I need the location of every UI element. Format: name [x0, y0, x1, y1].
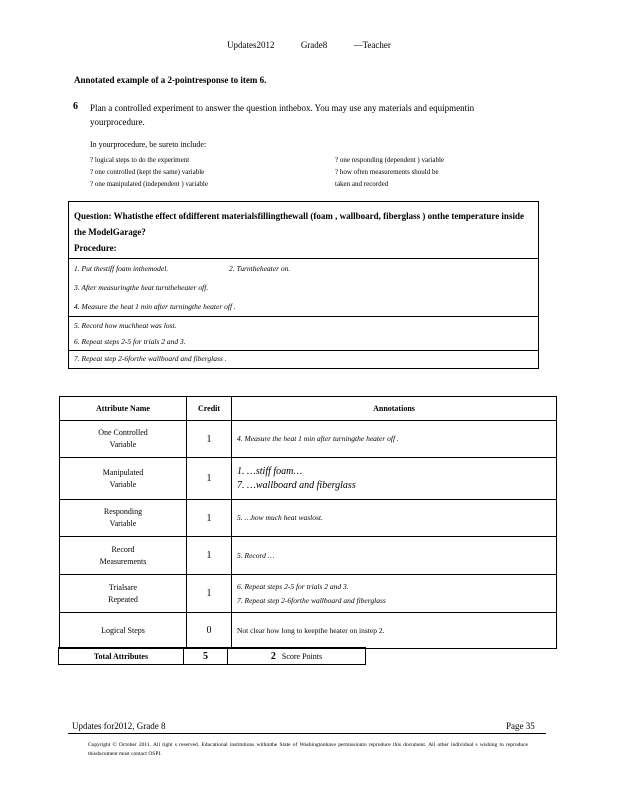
- credit-value: 1: [187, 537, 232, 575]
- procedure-step: 4. Measure the heat 1 min after turningthe heater off .: [74, 302, 236, 311]
- credit-value: 1: [187, 421, 232, 458]
- credit-value: 1: [187, 500, 232, 537]
- procedure-label: Procedure:: [74, 243, 117, 253]
- requirement-item: ? how often measurements should be: [335, 168, 439, 176]
- annotation-cell: 5. Record …: [232, 537, 557, 575]
- procedure-block-3: [69, 350, 538, 369]
- procedure-block-1: [69, 258, 538, 317]
- plan-instructions: Plan a controlled experiment to answer the question inthebox. You may use any materials and equipmentin yourprocedure.: [90, 103, 475, 127]
- table-header-row: [60, 397, 557, 421]
- question-number: 6: [73, 101, 78, 112]
- annotated-example-title: Annotated example of a 2-pointresponse to item 6.: [74, 75, 267, 85]
- annotation-cell: 4. Measure the heat 1 min after turningthe heater off .: [232, 421, 557, 458]
- score-points: [227, 647, 366, 665]
- attribute-name: Responding Variable: [60, 500, 187, 537]
- header-grade: Grade8: [300, 40, 328, 50]
- total-attributes-label: Total Attributes: [58, 647, 184, 665]
- header-role: —Teacher: [353, 40, 391, 50]
- column-header-attribute: Attribute Name: [60, 397, 187, 421]
- table-row: [60, 537, 557, 575]
- table-row: [60, 458, 557, 500]
- student-response-box: [68, 201, 539, 369]
- attribute-name: Record Measurements: [60, 537, 187, 575]
- procedure-step: 6. Repeat steps 2-5 for trials 2 and 3.: [74, 337, 186, 346]
- total-attributes-value: 5: [183, 647, 228, 665]
- requirements-left: [90, 154, 208, 190]
- requirement-item: taken and recorded: [335, 180, 389, 188]
- page-number: Page 35: [506, 721, 535, 731]
- footer-divider: [68, 733, 546, 734]
- annotation-cell: 5. …how much heat waslost.: [232, 500, 557, 537]
- requirements-right: [335, 154, 444, 190]
- table-row: [60, 421, 557, 458]
- procedure-step: 7. Repeat step 2-6forthe wallboard and fiberglass .: [74, 354, 227, 363]
- column-header-annotations: Annotations: [232, 397, 557, 421]
- annotation-cell: 1. …stiff foam… 7. …wallboard and fiberglass: [232, 458, 557, 500]
- procedure-step: 2. Turntheheater on.: [229, 264, 291, 273]
- requirement-item: ? one responding (dependent ) variable: [335, 156, 445, 164]
- procedure-step: 5. Record how muchheat was lost.: [74, 321, 177, 330]
- table-row: [60, 575, 557, 613]
- column-header-credit: Credit: [187, 397, 232, 421]
- requirement-item: ? one manipulated (independent ) variable: [90, 180, 208, 188]
- page-header: [0, 40, 618, 50]
- requirement-item: ? one controlled (kept the same) variable: [90, 168, 205, 176]
- procedure-step: 3. After measuringthe heat turntheheater off.: [74, 283, 209, 292]
- annotation-cell: Not clear how long to keepthe heater on instep 2.: [232, 613, 557, 649]
- question-text: Question: Whatisthe effect ofdifferent materialsfillingthewall (foam , wallboard, fiberglass ) onthe temperature inside the ModelGarage? Procedure:: [74, 211, 524, 253]
- attribute-name: One Controlled Variable: [60, 421, 187, 458]
- procedure-block-2: [69, 316, 538, 351]
- attribute-name: Logical Steps: [60, 613, 187, 649]
- requirement-item: ? logical steps to do the experiment: [90, 156, 190, 164]
- attribute-name: Trialsare Repeated: [60, 575, 187, 613]
- procedure-step: 1. Put thestiff foam inthemodel.: [74, 264, 169, 273]
- attribute-table: [59, 396, 557, 649]
- credit-value: 1: [187, 458, 232, 500]
- header-updates: Updates2012: [227, 40, 275, 50]
- score-number: 2: [270, 650, 276, 662]
- table-row: [60, 613, 557, 649]
- attribute-name: Manipulated Variable: [60, 458, 187, 500]
- copyright-notice: Copyright © October 2011. All right s reserved. Educational institutions withinthe State of Washingtonhave permissionto reproduce this document. All other individual s wishing to reproduce thisdocument must contact OSPI.: [88, 742, 528, 757]
- credit-value: 1: [187, 575, 232, 613]
- annotation-cell: 6. Repeat steps 2-5 for trials 2 and 3. 7. Repeat step 2-6forthe wallboard and fiberglass: [232, 575, 557, 613]
- table-row: [60, 500, 557, 537]
- credit-value: 0: [187, 613, 232, 649]
- include-intro: In yourprocedure, be sureto include:: [90, 140, 207, 149]
- score-label: Score Points: [281, 651, 323, 661]
- footer-title: Updates for2012, Grade 8: [72, 721, 166, 731]
